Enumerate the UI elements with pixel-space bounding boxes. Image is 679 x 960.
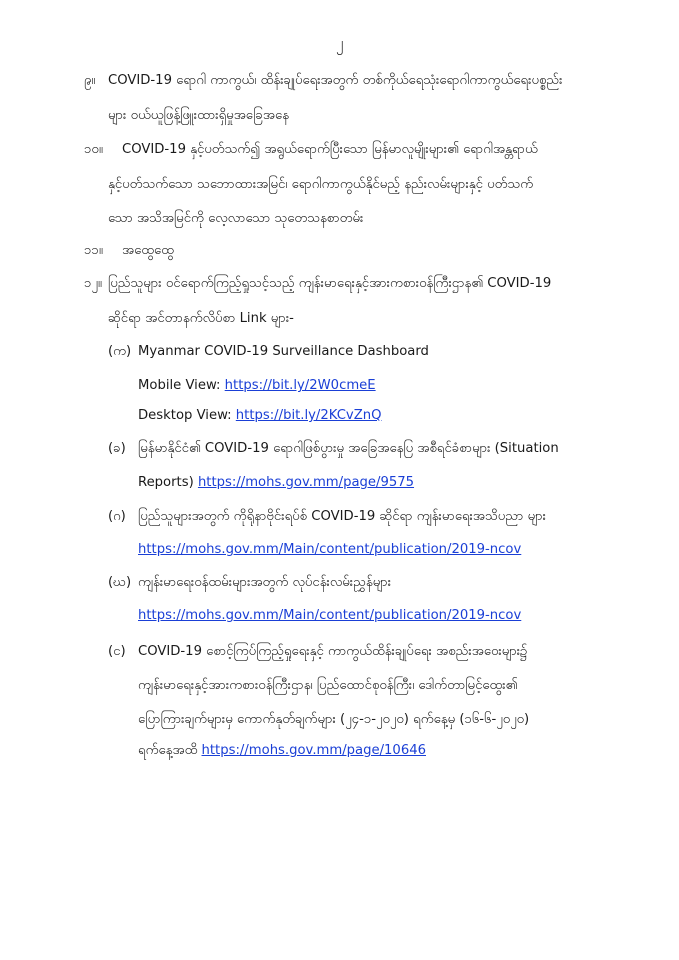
item-11-line-1: အထွေထွေ (122, 243, 174, 258)
sub-ka-mobile-line (138, 376, 376, 396)
item-12-number: ၁၂။ (84, 276, 102, 291)
situation-reports-link[interactable]: https://mohs.gov.mm/page/9575 (197, 475, 415, 490)
sub-ga-line-1: ပြည်သူများအတွက် ကိုရိုနာဗိုင်းရပ်စ် COVID-19 ဆိုင်ရာ ကျန်းမာရေးအသိပညာ များ (138, 509, 547, 524)
mobile-view-label: Mobile View: (138, 378, 225, 393)
until-date-label: ရက်နေ့အထိ (138, 743, 202, 758)
item-10-number: ၁၀။ (84, 142, 103, 157)
mobile-view-link[interactable]: https://bit.ly/2W0cmeE (224, 378, 376, 393)
sub-kha-line-1: မြန်မာနိုင်ငံ၏ COVID-19 ရောဂါဖြစ်ပွားမှု အခြေအနေပြ အစီရင်ခံစာများ (Situation (138, 441, 559, 456)
page-number: ၂ (335, 34, 344, 52)
sub-ka-mark: (က) (108, 344, 132, 359)
sub-gha-mark: (ဃ) (108, 575, 132, 590)
sub-nga-line-1: COVID-19 စောင့်ကြပ်ကြည့်ရှုရေးနှင့် ကာကွယ်ထိန်းချုပ်ရေး အစည်းအဝေးများ၌ (138, 644, 528, 659)
item-12-line-1: ပြည်သူများ ဝင်ရောက်ကြည့်ရှုသင့်သည့် ကျန်းမာရေးနှင့်အားကစားဝန်ကြီးဌာန၏ COVID-19 (108, 276, 552, 291)
item-10-line-1: COVID-19 နှင့်ပတ်သက်၍ အရွယ်ရောက်ပြီးသော မြန်မာလူမျိုးများ၏ ရောဂါအန္တရာယ် (122, 142, 538, 157)
item-12-line-2: ဆိုင်ရာ အင်တာနက်လိပ်စာ Link များ- (108, 311, 294, 326)
item-10-line-3: သော အသိအမြင်ကို လေ့လာသော သုတေသနစာတမ်း (108, 211, 364, 226)
item-9-line-1: COVID-19 ရောဂါ ကာကွယ်၊ ထိန်းချုပ်ရေးအတွက် တစ်ကိုယ်ရေသုံးရောဂါကာကွယ်ရေးပစ္စည်း (108, 73, 563, 88)
sub-ka-title: Myanmar COVID-19 Surveillance Dashboard (138, 344, 429, 359)
sub-ga-mark: (ဂ) (108, 509, 126, 524)
sub-kha-mark: (ခ) (108, 441, 126, 456)
item-9-line-2: များ ဝယ်ယူဖြန့်ဖြူးထားရှိမှုအခြေအနေ (108, 108, 289, 123)
sub-nga-line-2: ကျန်းမာရေးနှင့်အားကစားဝန်ကြီးဌာန၊ ပြည်ထောင်စုဝန်ကြီး၊ ဒေါက်တာမြင့်ထွေး၏ (138, 678, 518, 693)
sub-kha-line-2 (138, 473, 414, 493)
situation-reports-label: Reports) (138, 475, 198, 490)
item-11-number: ၁၁။ (84, 243, 103, 258)
desktop-view-label: Desktop View: (138, 408, 236, 423)
sub-nga-line-4 (138, 741, 426, 761)
item-9-number: ၉။ (84, 73, 96, 88)
item-10-line-2: နှင့်ပတ်သက်သော သဘောထားအမြင်၊ ရောဂါကာကွယ်နိုင်မည့် နည်းလမ်းများနှင့် ပတ်သက် (108, 177, 534, 192)
minister-statements-link[interactable]: https://mohs.gov.mm/page/10646 (201, 743, 426, 758)
sub-ka-desktop-line (138, 406, 381, 426)
public-knowledge-link[interactable]: https://mohs.gov.mm/Main/content/publication/2019-ncov (138, 542, 522, 557)
sub-gha-line-1: ကျန်းမာရေးဝန်ထမ်းများအတွက် လုပ်ငန်းလမ်းညွှန်များ (138, 575, 392, 590)
sub-nga-line-3: ပြောကြားချက်များမှ ကောက်နုတ်ချက်များ (၂၄-၁-၂၀၂၀) ရက်နေ့မှ (၁၆-၆-၂၀၂၀) (138, 712, 530, 727)
staff-guidelines-link[interactable]: https://mohs.gov.mm/Main/content/publication/2019-ncov (138, 608, 522, 623)
sub-nga-mark: (င) (108, 644, 126, 659)
sub-gha-line-2 (138, 606, 521, 626)
sub-ga-line-2 (138, 540, 521, 560)
desktop-view-link[interactable]: https://bit.ly/2KCvZnQ (235, 408, 382, 423)
